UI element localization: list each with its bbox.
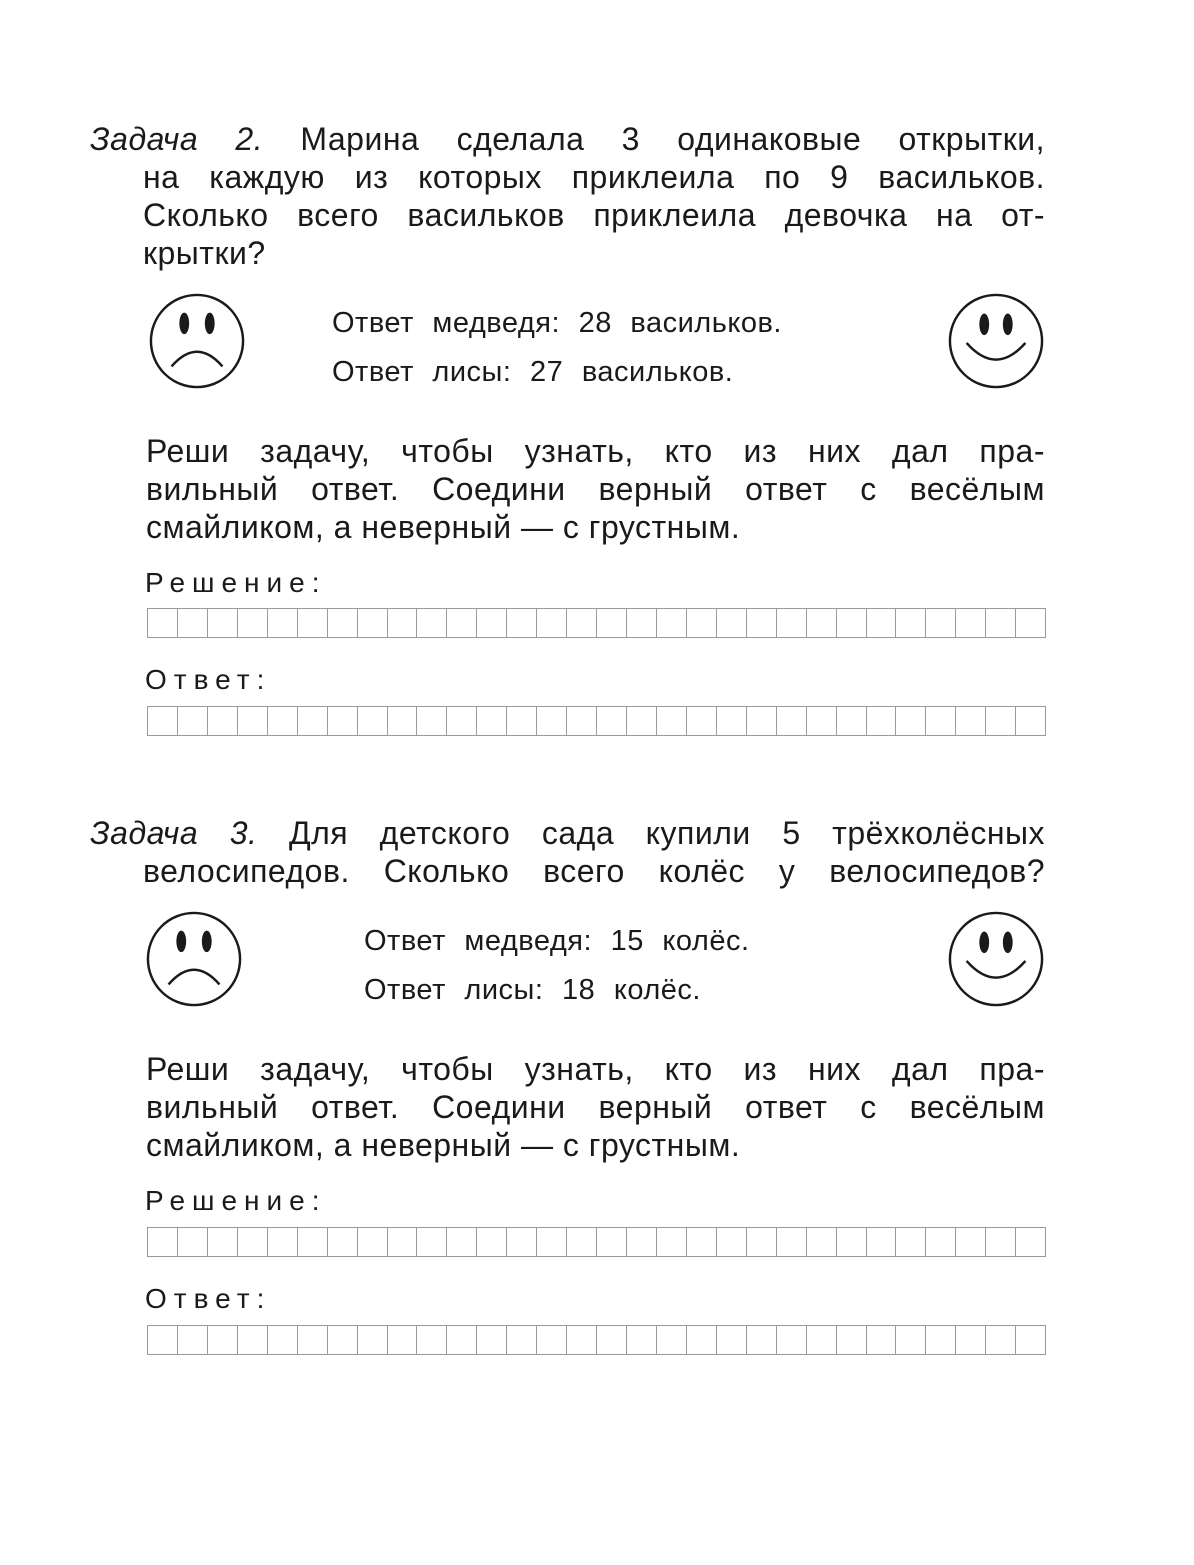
instruction-line-1: Реши задачу, чтобы узнать, кто из них дал пра-	[146, 1051, 1045, 1087]
problem-text: Марина сделала 3 одинаковые открытки,	[300, 121, 1046, 157]
task-instruction	[146, 432, 1045, 508]
grid-cell[interactable]	[985, 608, 1016, 638]
grid-cell[interactable]	[147, 608, 178, 638]
bear-answer: Ответ медведя: 28 васильков.	[332, 307, 782, 339]
grid-cell[interactable]	[446, 706, 477, 736]
grid-cell[interactable]	[297, 1325, 328, 1355]
grid-cell[interactable]	[866, 608, 897, 638]
task-label: Задача 3.	[90, 815, 258, 851]
grid-cell[interactable]	[207, 1325, 238, 1355]
task-problem-end	[143, 234, 1045, 272]
grid-cell[interactable]	[237, 706, 268, 736]
grid-cell[interactable]	[806, 1325, 837, 1355]
grid-cell[interactable]	[686, 1325, 717, 1355]
grid-cell[interactable]	[267, 608, 298, 638]
grid-cell[interactable]	[955, 1227, 986, 1257]
grid-cell[interactable]	[596, 706, 627, 736]
grid-cell[interactable]	[476, 608, 507, 638]
grid-cell[interactable]	[746, 1325, 777, 1355]
fox-answer: Ответ лисы: 18 колёс.	[364, 974, 701, 1006]
grid-cell[interactable]	[416, 706, 447, 736]
grid-cell[interactable]	[925, 1227, 956, 1257]
task-problem-cont	[143, 852, 1045, 890]
instruction-line-1: Реши задачу, чтобы узнать, кто из них дал пра-	[146, 433, 1045, 469]
grid-cell[interactable]	[836, 608, 867, 638]
task-instruction-end	[146, 1126, 1045, 1164]
grid-cell[interactable]	[237, 1325, 268, 1355]
happy-face-icon[interactable]	[947, 292, 1045, 390]
grid-cell[interactable]	[267, 706, 298, 736]
grid-cell[interactable]	[357, 1325, 388, 1355]
grid-cell[interactable]	[955, 608, 986, 638]
instruction-line-3: смайликом, а неверный — с грустным.	[146, 509, 741, 545]
problem-line-4: крытки?	[143, 235, 266, 271]
grid-cell[interactable]	[387, 706, 418, 736]
grid-cell[interactable]	[446, 608, 477, 638]
grid-cell[interactable]	[446, 1227, 477, 1257]
grid-cell[interactable]	[207, 608, 238, 638]
grid-cell[interactable]	[446, 1325, 477, 1355]
problem-line-2: на каждую из которых приклеила по 9 васильков.	[143, 159, 1045, 195]
solution-label: Решение:	[145, 1185, 327, 1216]
grid-cell[interactable]	[925, 1325, 956, 1355]
grid-cell[interactable]	[716, 1325, 747, 1355]
grid-cell[interactable]	[955, 706, 986, 736]
grid-cell[interactable]	[596, 1227, 627, 1257]
grid-cell[interactable]	[836, 1325, 867, 1355]
grid-cell[interactable]	[1015, 1325, 1046, 1355]
grid-cell[interactable]	[267, 1227, 298, 1257]
solution-label: Решение:	[145, 567, 327, 598]
grid-cell[interactable]	[237, 1227, 268, 1257]
grid-cell[interactable]	[806, 608, 837, 638]
grid-cell[interactable]	[746, 608, 777, 638]
grid-cell[interactable]	[686, 608, 717, 638]
grid-cell[interactable]	[177, 1325, 208, 1355]
answer-label: Ответ:	[145, 1283, 272, 1314]
grid-cell[interactable]	[416, 1325, 447, 1355]
grid-cell[interactable]	[716, 1227, 747, 1257]
grid-cell[interactable]	[985, 1227, 1016, 1257]
grid-cell[interactable]	[866, 706, 897, 736]
instruction-line-2: вильный ответ. Соедини верный ответ с весёлым	[146, 1089, 1045, 1125]
grid-cell[interactable]	[836, 706, 867, 736]
instruction-line-3: смайликом, а неверный — с грустным.	[146, 1127, 741, 1163]
grid-cell[interactable]	[626, 608, 657, 638]
grid-cell[interactable]	[536, 1227, 567, 1257]
sad-face-icon[interactable]	[148, 292, 246, 390]
grid-cell[interactable]	[357, 1227, 388, 1257]
grid-cell[interactable]	[626, 1227, 657, 1257]
grid-cell[interactable]	[566, 706, 597, 736]
grid-cell[interactable]	[596, 1325, 627, 1355]
grid-cell[interactable]	[716, 706, 747, 736]
grid-cell[interactable]	[656, 608, 687, 638]
grid-cell[interactable]	[1015, 608, 1046, 638]
grid-cell[interactable]	[566, 1325, 597, 1355]
grid-cell[interactable]	[387, 608, 418, 638]
solution-grid[interactable]	[147, 608, 1045, 638]
grid-cell[interactable]	[776, 1325, 807, 1355]
grid-cell[interactable]	[686, 706, 717, 736]
grid-cell[interactable]	[506, 706, 537, 736]
grid-cell[interactable]	[746, 706, 777, 736]
grid-cell[interactable]	[925, 608, 956, 638]
grid-cell[interactable]	[1015, 1227, 1046, 1257]
grid-cell[interactable]	[207, 1227, 238, 1257]
grid-cell[interactable]	[387, 1325, 418, 1355]
grid-cell[interactable]	[596, 608, 627, 638]
grid-cell[interactable]	[177, 706, 208, 736]
problem-text: Для детского сада купили 5 трёхколёсных	[288, 815, 1046, 851]
grid-cell[interactable]	[536, 706, 567, 736]
grid-cell[interactable]	[806, 1227, 837, 1257]
happy-face-icon[interactable]	[947, 910, 1045, 1008]
grid-cell[interactable]	[566, 608, 597, 638]
answer-grid[interactable]	[147, 1325, 1045, 1355]
grid-cell[interactable]	[536, 608, 567, 638]
instruction-line-2: вильный ответ. Соедини верный ответ с весёлым	[146, 471, 1045, 507]
grid-cell[interactable]	[387, 1227, 418, 1257]
grid-cell[interactable]	[297, 706, 328, 736]
fox-answer: Ответ лисы: 27 васильков.	[332, 356, 734, 388]
grid-cell[interactable]	[895, 608, 926, 638]
grid-cell[interactable]	[327, 1325, 358, 1355]
grid-cell[interactable]	[177, 1227, 208, 1257]
grid-cell[interactable]	[716, 608, 747, 638]
grid-cell[interactable]	[656, 706, 687, 736]
grid-cell[interactable]	[955, 1325, 986, 1355]
grid-cell[interactable]	[297, 608, 328, 638]
grid-cell[interactable]	[476, 1227, 507, 1257]
grid-cell[interactable]	[985, 706, 1016, 736]
grid-cell[interactable]	[925, 706, 956, 736]
grid-cell[interactable]	[895, 706, 926, 736]
grid-cell[interactable]	[506, 608, 537, 638]
grid-cell[interactable]	[895, 1325, 926, 1355]
grid-cell[interactable]	[506, 1227, 537, 1257]
grid-cell[interactable]	[267, 1325, 298, 1355]
grid-cell[interactable]	[895, 1227, 926, 1257]
problem-line-1	[90, 120, 1045, 158]
grid-cell[interactable]	[416, 608, 447, 638]
grid-cell[interactable]	[566, 1227, 597, 1257]
grid-cell[interactable]	[866, 1325, 897, 1355]
grid-cell[interactable]	[656, 1325, 687, 1355]
grid-cell[interactable]	[357, 706, 388, 736]
problem-line-1	[90, 814, 1045, 852]
task-problem	[90, 814, 1045, 852]
task-instruction	[146, 1050, 1045, 1126]
grid-cell[interactable]	[776, 706, 807, 736]
solution-grid[interactable]	[147, 1227, 1045, 1257]
answer-grid[interactable]	[147, 706, 1045, 736]
task-problem	[90, 120, 1045, 158]
grid-cell[interactable]	[836, 1227, 867, 1257]
problem-line-2: велосипедов. Сколько всего колёс у велосипедов?	[143, 853, 1045, 889]
task-problem-cont	[143, 158, 1045, 234]
grid-cell[interactable]	[147, 1325, 178, 1355]
grid-cell[interactable]	[476, 706, 507, 736]
grid-cell[interactable]	[177, 608, 208, 638]
bear-answer: Ответ медведя: 15 колёс.	[364, 925, 750, 957]
problem-line-3: Сколько всего васильков приклеила девочка на от-	[143, 197, 1045, 233]
grid-cell[interactable]	[147, 1227, 178, 1257]
grid-cell[interactable]	[746, 1227, 777, 1257]
grid-cell[interactable]	[656, 1227, 687, 1257]
grid-cell[interactable]	[357, 608, 388, 638]
grid-cell[interactable]	[207, 706, 238, 736]
grid-cell[interactable]	[806, 706, 837, 736]
grid-cell[interactable]	[866, 1227, 897, 1257]
sad-face-icon[interactable]	[145, 910, 243, 1008]
grid-cell[interactable]	[297, 1227, 328, 1257]
grid-cell[interactable]	[416, 1227, 447, 1257]
grid-cell[interactable]	[686, 1227, 717, 1257]
grid-cell[interactable]	[237, 608, 268, 638]
answer-label: Ответ:	[145, 664, 272, 695]
grid-cell[interactable]	[327, 608, 358, 638]
grid-cell[interactable]	[476, 1325, 507, 1355]
grid-cell[interactable]	[626, 1325, 657, 1355]
grid-cell[interactable]	[536, 1325, 567, 1355]
grid-cell[interactable]	[327, 706, 358, 736]
grid-cell[interactable]	[626, 706, 657, 736]
task-label: Задача 2.	[90, 121, 264, 157]
grid-cell[interactable]	[327, 1227, 358, 1257]
grid-cell[interactable]	[985, 1325, 1016, 1355]
grid-cell[interactable]	[147, 706, 178, 736]
grid-cell[interactable]	[506, 1325, 537, 1355]
grid-cell[interactable]	[776, 608, 807, 638]
task-instruction-end	[146, 508, 1045, 546]
grid-cell[interactable]	[776, 1227, 807, 1257]
grid-cell[interactable]	[1015, 706, 1046, 736]
